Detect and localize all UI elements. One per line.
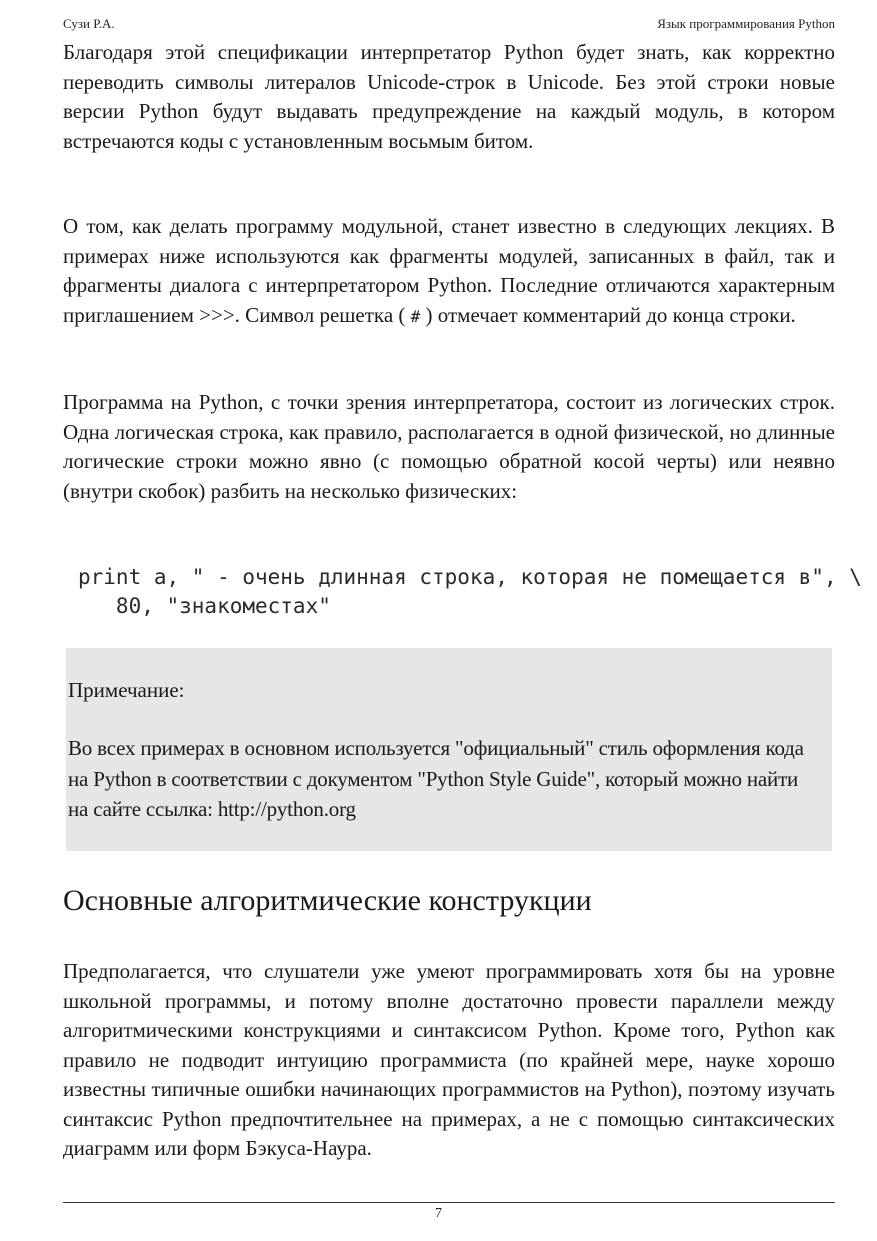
note-box (66, 648, 832, 851)
paragraph-modules (63, 212, 835, 331)
paragraph-unicode-spec: Благодаря этой спецификации интерпретатор Python будет знать, как корректно переводить символы литералов Unicode-строк в Unicode. Без этой строки новые версии Python будут выдавать предупреждение на каждый модуль, в котором встречаются коды с установленным восьмым битом. (63, 40, 835, 153)
code-example (78, 563, 862, 621)
paragraph-modules-text-before: О том, как делать программу модульной, станет известно в следующих лекциях. В примерах ниже используются как фрагменты модулей, записанных в файл, так и фрагменты диалога с интерпретатором Python. Последние отличаются характерным приглашением >>>. Символ решетка ( (63, 214, 835, 327)
note-text: Во всех примерах в основном используется "официальный" стиль оформления кода на Python в соответствии с документом "Python Style Guide", который можно найти на сайте ссылка: http://python.org (68, 736, 804, 821)
header-author: Сузи Р.А. (63, 16, 115, 31)
paragraph-logical-lines: Программа на Python, с точки зрения интерпретатора, состоит из логических строк. Одна логическая строка, как правило, располагается в одной физической, но длинные логические строки можно явно (с помощью обратной косой черты) или неявно (внутри скобок) разбить на несколько физических: (63, 390, 835, 503)
paragraph-modules-text-after: ) отмечает комментарий до конца строки. (425, 302, 796, 327)
code-line-2: 80, "знакоместах" (78, 594, 331, 618)
page-number: 7 (435, 1206, 442, 1221)
header-book-title: Язык программирования Python (657, 16, 835, 31)
note-title: Примечание: (68, 678, 185, 702)
footer-divider (63, 1202, 835, 1203)
section-heading: Основные алгоритмические конструкции (63, 884, 592, 917)
hash-symbol: # (410, 306, 421, 326)
page-header (63, 16, 835, 36)
code-line-1: print a, " - очень длинная строка, которая не помещается в", \ (78, 565, 862, 589)
section-body: Предполагается, что слушатели уже умеют программировать хотя бы на уровне школьной программы, и потому вполне достаточно провести параллели между алгоритмическими конструкциями и синтаксисом Python. Кроме того, Python как правило не подводит интуицию программиста (по крайней мере, науке хорошо известны типичные ошибки начинающих программистов на Python), поэтому изучать синтаксис Python предпочтительнее на примерах, а не с помощью синтаксических диаграмм или форм Бэкуса-Наура. (63, 959, 835, 1160)
